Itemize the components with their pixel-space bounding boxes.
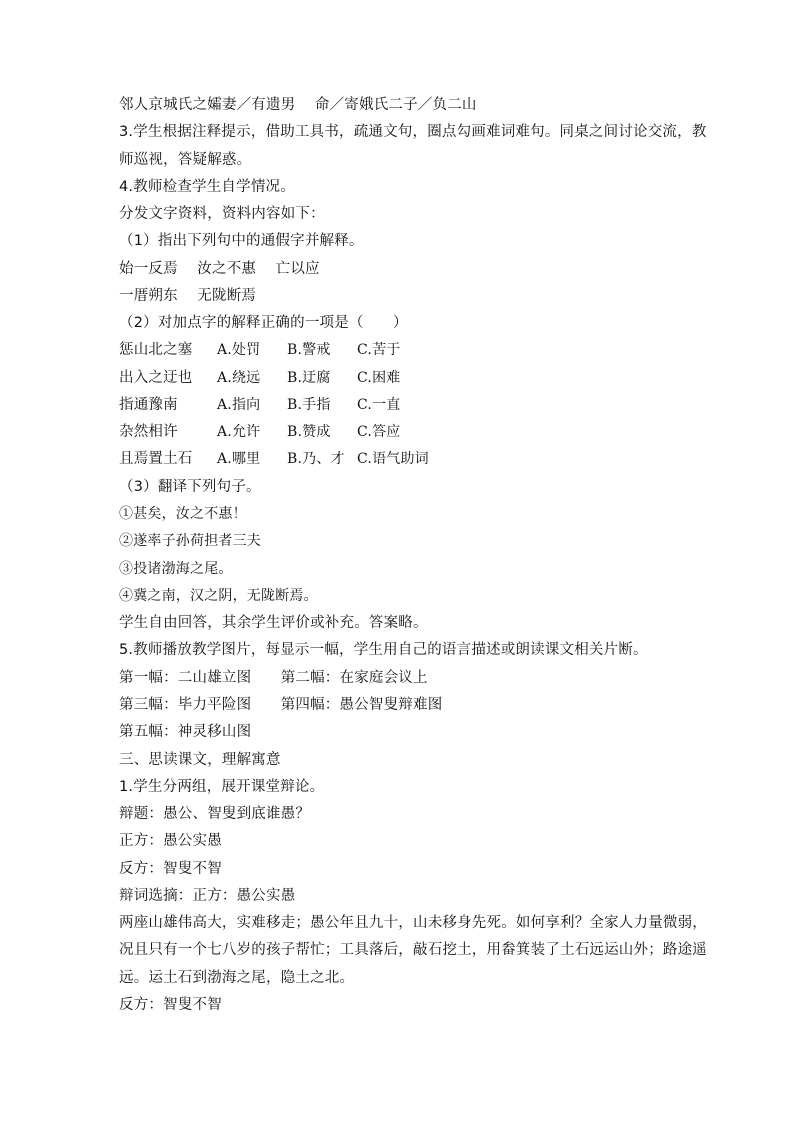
choice-phrase: 惩山北之塞 (119, 342, 193, 358)
choice-option-a: A.指向 (217, 397, 261, 413)
text-line: 学生自由回答，其余学生评价或补充。答案略。 (119, 615, 428, 631)
choice-option-b: B.迂腐 (287, 370, 331, 386)
choice-row (119, 449, 429, 469)
text-line: 辩题：愚公、智叟到底谁愚？ (119, 806, 311, 822)
translation-sentence: ①甚矣，汝之不惠！ (119, 506, 247, 522)
choice-row (119, 368, 400, 388)
choice-option-c: C.语气助词 (357, 451, 429, 467)
text-line: 第五幅：神灵移山图 (119, 724, 252, 740)
text-line: 两座山雄伟高大，实难移走；愚公年且九十，山未移身先死。如何享利？全家人力量微弱， (119, 915, 707, 931)
choice-option-a: A.哪里 (217, 451, 261, 467)
choice-option-c: C.答应 (357, 424, 401, 440)
choice-phrase: 指通豫南 (119, 397, 178, 413)
choice-phrase: 且焉置土石 (119, 451, 193, 467)
text-line: 5.教师播放教学图片，每显示一幅，学生用自己的语言描述或朗读课文相关片断。 (119, 642, 648, 658)
choice-phrase: 出入之迂也 (119, 370, 193, 386)
text-line: 第三幅：毕力平险图 第四幅：愚公智叟辩难图 (119, 697, 443, 713)
text-line: 况且只有一个七八岁的孩子帮忙；工具落后，敲石挖土，用畚箕装了土石远运山外；路途遥 (119, 942, 707, 958)
text-line: 4.教师检查学生自学情况。 (119, 179, 295, 195)
choice-option-c: C.苦于 (357, 342, 401, 358)
text-line: 1.学生分两组，展开课堂辩论。 (119, 779, 325, 795)
choice-option-a: A.允许 (217, 424, 261, 440)
section-heading: 三、思读课文，理解寓意 (119, 752, 281, 768)
text-line: （1）指出下列句中的通假字并解释。 (119, 233, 364, 249)
choice-option-b: B.手指 (287, 397, 331, 413)
choice-row (119, 395, 400, 415)
text-line: 第一幅：二山雄立图 第二幅：在家庭会议上 (119, 670, 428, 686)
text-line: 反方：智叟不智 (119, 997, 222, 1013)
translation-sentence: ③投诸渤海之尾。 (119, 561, 233, 577)
text-line: 反方：智叟不智 (119, 861, 222, 877)
translation-sentence: ②遂率子孙荷担者三夫 (119, 533, 261, 549)
choice-phrase: 杂然相许 (119, 424, 178, 440)
choice-row (119, 422, 400, 442)
choice-option-a: A.绕远 (217, 370, 261, 386)
text-line: 辩词选摘：正方：愚公实愚 (119, 888, 296, 904)
text-line: 师巡视，答疑解惑。 (119, 152, 252, 168)
text-line: 始一反焉 汝之不惠 亡以应 (119, 261, 320, 277)
choice-row (119, 340, 400, 360)
choice-option-a: A.处罚 (217, 342, 261, 358)
text-line: 邻人京城氏之孀妻／有遗男 命／寄娥氏二子／负二山 (119, 97, 477, 113)
choice-option-b: B.赞成 (287, 424, 331, 440)
text-line: 正方：愚公实愚 (119, 833, 222, 849)
text-line: 分发文字资料，资料内容如下： (119, 206, 325, 222)
text-line: 3.学生根据注释提示，借助工具书，疏通文句，圈点勾画难词难句。同桌之间讨论交流，教 (119, 124, 707, 140)
text-line: （3）翻译下列句子。 (119, 479, 261, 495)
text-line: 一厝朔东 无陇断焉 (119, 288, 257, 304)
choice-option-b: B.乃、才 (287, 451, 345, 467)
choice-option-b: B.警戒 (287, 342, 331, 358)
choice-option-c: C.困难 (357, 370, 401, 386)
translation-sentence: ④冀之南，汉之阴，无陇断焉。 (119, 588, 318, 604)
text-line: 远。运土石到渤海之尾，隐土之北。 (119, 970, 355, 986)
choice-option-c: C.一直 (357, 397, 401, 413)
text-line: （2）对加点字的解释正确的一项是（ ） (119, 315, 408, 331)
